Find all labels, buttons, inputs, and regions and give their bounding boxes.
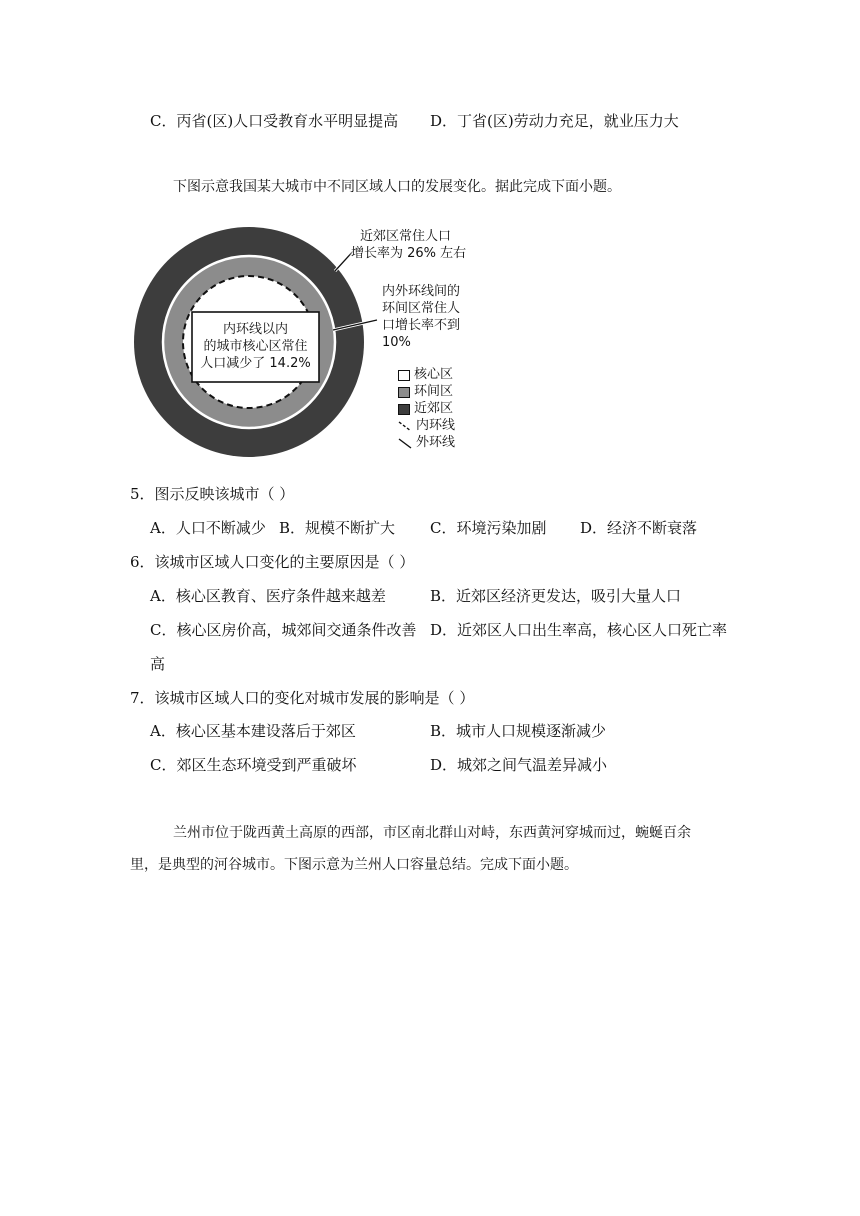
dashed-line-symbol [398,420,412,432]
q7-option-b: B．城市人口规模逐渐减少 [430,722,607,740]
q6-option-c: C．核心区房价高，城郊间交通条件改善 [150,621,417,639]
suburb-label-line1: 近郊区常住人口 [360,229,452,244]
q6-option-a: A．核心区教育、医疗条件越来越差 [150,587,386,605]
legend-inner-line-label: 内环线 [416,418,456,433]
legend-core-label: 核心区 [414,367,454,382]
ring-label-line2: 环间区常住人 [382,301,461,316]
q7-option-c: C．郊区生态环境受到严重破坏 [150,756,357,774]
core-swatch [398,370,410,381]
q7-stem: 7．该城市区域人口的变化对城市发展的影响是（ ） [130,689,475,707]
legend-ring [398,384,453,400]
option-d-prev: D．丁省(区)劳动力充足，就业压力大 [430,112,679,130]
legend-outer-line-label: 外环线 [416,435,456,450]
q6-option-b: B．近郊区经济更发达，吸引大量人口 [430,587,682,605]
q6-stem: 6．该城市区域人口变化的主要原因是（ ） [130,553,415,571]
suburb-label-line2: 增长率为 26% 左右 [351,246,467,261]
ring-label-line1: 内外环线间的 [382,284,461,299]
q5-option-b: B．规模不断扩大 [279,519,396,537]
legend-ring-label: 环间区 [414,384,454,399]
intro-paragraph-2-line1: 兰州市位于陇西黄土高原的西部，市区南北群山对峙，东西黄河穿城而过，蜿蜒百余 [173,825,691,841]
q6-option-d: D．近郊区人口出生率高，核心区人口死亡率 [430,621,728,639]
legend-core [398,367,453,383]
legend-outer-line [398,435,455,451]
q5-option-c: C．环境污染加剧 [430,519,547,537]
q7-option-d: D．城郊之间气温差异减小 [430,756,608,774]
q5-stem: 5．图示反映该城市（ ） [130,485,295,503]
q7-option-a: A．核心区基本建设落后于郊区 [150,722,356,740]
solid-line-symbol [398,437,412,449]
core-label-line3: 人口减少了 14.2% [200,356,311,371]
core-label-line2: 的城市核心区常住 [203,339,308,354]
intro-paragraph-1: 下图示意我国某大城市中不同区域人口的发展变化。据此完成下面小题。 [173,179,621,195]
ring-label-line4: 10% [382,335,411,350]
legend-suburb-label: 近郊区 [414,401,454,416]
ring-swatch [398,387,410,398]
q5-option-d: D．经济不断衰落 [580,519,698,537]
population-ring-figure [130,210,490,475]
legend-inner-line [398,418,455,434]
option-c-prev: C．丙省(区)人口受教育水平明显提高 [150,112,399,130]
intro-paragraph-2-line2: 里，是典型的河谷城市。下图示意为兰州人口容量总结。完成下面小题。 [130,857,578,873]
legend-suburb [398,401,453,417]
suburb-swatch [398,404,410,415]
core-label-line1: 内环线以内 [222,322,288,337]
ring-label-line3: 口增长率不到 [382,318,461,333]
q5-option-a: A．人口不断减少 [150,519,266,537]
q6-option-d-continued: 高 [150,655,166,673]
